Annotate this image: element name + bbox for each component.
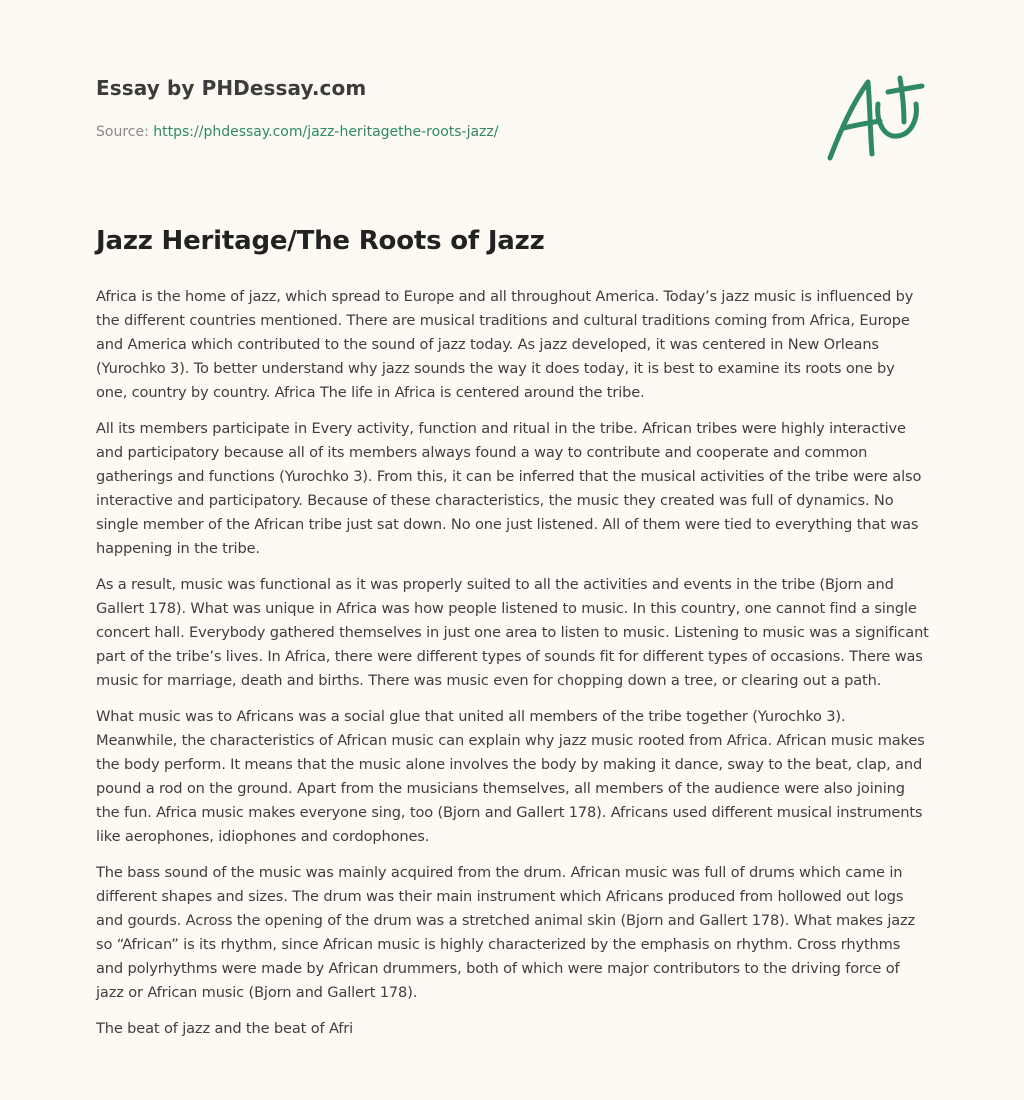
essay-body	[96, 285, 930, 1053]
brand-title: Essay by PHDessay.com	[96, 76, 367, 100]
page-header	[96, 76, 856, 140]
a-plus-logo-icon	[822, 68, 928, 164]
source-line	[96, 124, 856, 140]
source-link[interactable]: https://phdessay.com/jazz-heritagethe-roots-jazz/	[153, 124, 499, 140]
paragraph-truncated: The beat of jazz and the beat of Afri	[96, 1020, 354, 1037]
essay-title: Jazz Heritage/The Roots of Jazz	[96, 226, 545, 256]
paragraph: What music was to Africans was a social glue that united all members of the tribe together (Yurochko 3). Meanwhile, the characteristics of African music can explain why jazz music rooted from Africa. African music makes the body perform. It means that the music alone involves the body by making it dance, sway to the beat, clap, and pound a rod on the ground. Apart from the musicians themselves, all members of the audience were also joining the fun. Africa music makes everyone sing, too (Bjorn and Gallert 178). Africans used different musical instruments like aerophones, idiophones and cordophones.	[96, 708, 925, 845]
source-label: Source:	[96, 124, 149, 140]
paragraph: As a result, music was functional as it was properly suited to all the activities and events in the tribe (Bjorn and Gallert 178). What was unique in Africa was how people listened to music. In this country, one cannot find a single concert hall. Everybody gathered themselves in just one area to listen to music. Listening to music was a significant part of the tribe’s lives. In Africa, there were different types of sounds fit for different types of occasions. There was music for marriage, death and births. There was music even for chopping down a tree, or clearing out a path.	[96, 576, 929, 689]
paragraph: All its members participate in Every activity, function and ritual in the tribe. African tribes were highly interactive and participatory because all of its members always found a way to contribute and cooperate and common gatherings and functions (Yurochko 3). From this, it can be inferred that the musical activities of the tribe were also interactive and participatory. Because of these characteristics, the music they created was full of dynamics. No single member of the African tribe just sat down. No one just listened. All of them were tied to everything that was happening in the tribe.	[96, 420, 922, 557]
paragraph: The bass sound of the music was mainly acquired from the drum. African music was full of drums which came in different shapes and sizes. The drum was their main instrument which Africans produced from hollowed out logs and gourds. Across the opening of the drum was a stretched animal skin (Bjorn and Gallert 178). What makes jazz so “African” is its rhythm, since African music is highly characterized by the emphasis on rhythm. Cross rhythms and polyrhythms were made by African drummers, both of which were major contributors to the driving force of jazz or African music (Bjorn and Gallert 178).	[96, 864, 916, 1001]
paragraph: Africa is the home of jazz, which spread to Europe and all throughout America. Today’s jazz music is influenced by the different countries mentioned. There are musical traditions and cultural traditions coming from Africa, Europe and America which contributed to the sound of jazz today. As jazz developed, it was centered in New Orleans (Yurochko 3). To better understand why jazz sounds the way it does today, it is best to examine its roots one by one, country by country. Africa The life in Africa is centered around the tribe.	[96, 288, 914, 401]
a-plus-logo-svg	[822, 68, 928, 164]
